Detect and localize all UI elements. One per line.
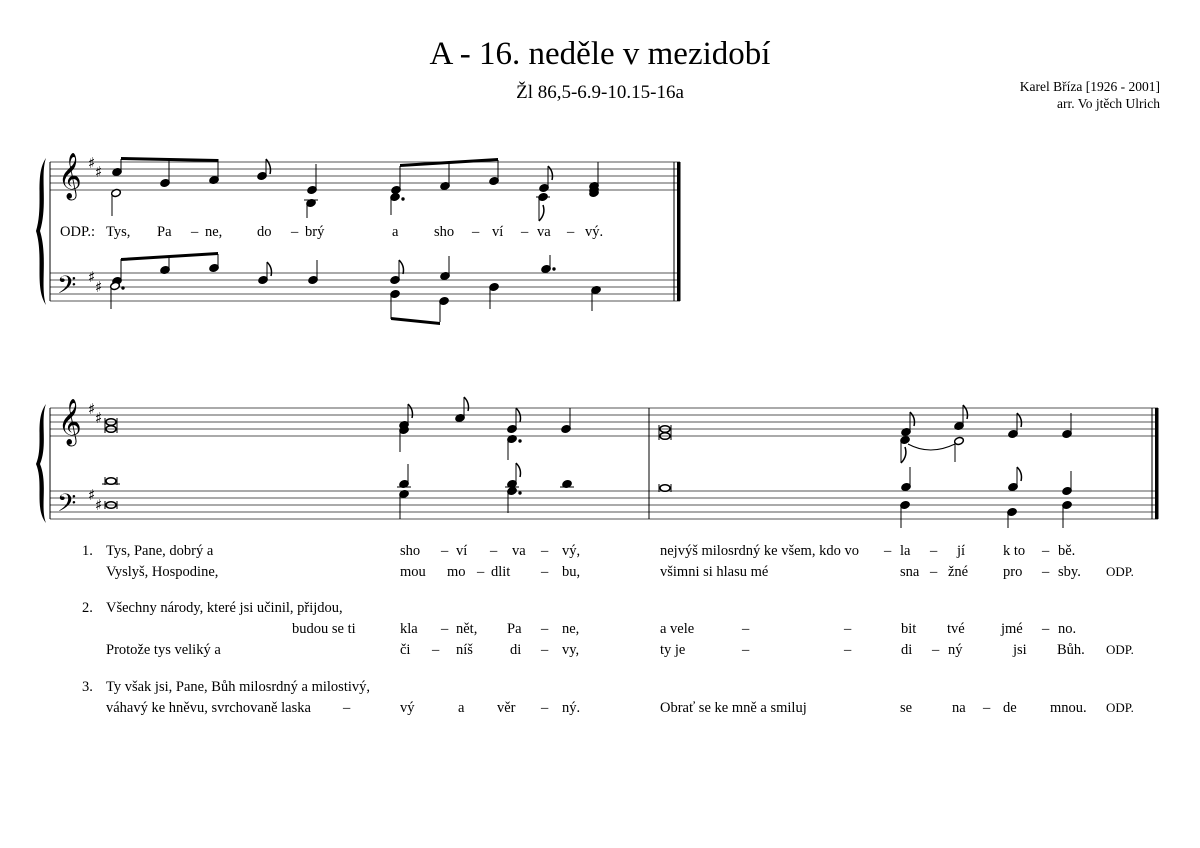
verse-text: sna	[900, 564, 920, 580]
verse-text: ty je	[660, 642, 686, 658]
lyric-syllable: vý.	[585, 224, 604, 240]
bass-breves-2	[102, 477, 671, 509]
refrain-cue: ODP.	[1106, 642, 1134, 657]
verse-text: Tys, Pane, dobrý a	[106, 543, 214, 559]
verse-text: de	[1003, 700, 1017, 716]
verse-text: la	[900, 543, 911, 559]
treble-notes-2	[399, 397, 1073, 463]
verse-text: jí	[957, 543, 966, 559]
treble-staff-2	[50, 408, 1158, 436]
bass-clef-icon: 𝄢	[57, 271, 77, 306]
verse-text: mo	[447, 564, 466, 580]
refrain-cue: ODP.	[1106, 564, 1134, 579]
verse-text: Obrať se ke mně a smiluj	[660, 700, 807, 716]
syllable-hyphen: –	[541, 700, 549, 716]
verse-number: 2.	[82, 600, 93, 616]
sharp-f-icon: ♯	[88, 154, 96, 172]
syllable-hyphen: –	[441, 543, 449, 559]
verse-text: mou	[400, 564, 426, 580]
bass-staff-2	[50, 491, 1158, 519]
verse-text: sho	[400, 543, 421, 559]
verse-text: Vyslyš, Hospodine,	[106, 564, 219, 580]
verse-text: či	[400, 642, 411, 658]
psalm-reference: Žl 86,5-6.9-10.15-16a	[516, 82, 684, 103]
verse-text: všimni si hlasu mé	[660, 564, 769, 580]
lyric-syllable: Tys,	[106, 224, 131, 240]
treble-clef-icon: 𝄞	[58, 153, 82, 199]
verse-text: níš	[456, 642, 473, 658]
final-barline-thick	[1155, 408, 1159, 519]
verse-text: kla	[400, 621, 418, 637]
syllable-hyphen: –	[490, 543, 498, 559]
syllable-hyphen: –	[191, 224, 199, 240]
syllable-hyphen: –	[477, 564, 485, 580]
verse-text: váhavý ke hněvu, svrchovaně laska	[106, 700, 311, 716]
treble-lower-voice-1	[111, 188, 600, 221]
bass-notes-2	[397, 463, 1072, 528]
syllable-hyphen: –	[930, 543, 938, 559]
lyric-syllable: ne,	[205, 224, 223, 240]
lyric-syllable: brý	[305, 224, 325, 240]
verse-text: mnou.	[1050, 700, 1087, 716]
lyric-syllable: do	[257, 224, 272, 240]
arranger-name: arr. Vo jtěch Ulrich	[1057, 96, 1160, 111]
composer-name: Karel Bříza [1926 - 2001]	[1019, 79, 1160, 94]
syllable-hyphen: –	[1042, 621, 1050, 637]
system-2	[50, 408, 1158, 519]
bass-staff-1	[50, 273, 680, 301]
verse-text: vy,	[562, 642, 580, 658]
syllable-hyphen: –	[432, 642, 440, 658]
verse-text: sby.	[1058, 564, 1081, 580]
syllable-hyphen: –	[541, 543, 549, 559]
verse-text: Pa	[507, 621, 522, 637]
verse-text: bu,	[562, 564, 581, 580]
syllable-hyphen: –	[742, 621, 750, 637]
verse-text: pro	[1003, 564, 1023, 580]
verse-text: a vele	[660, 621, 695, 637]
lyric-syllable: a	[392, 224, 399, 240]
syllable-hyphen: –	[472, 224, 480, 240]
verse-text: žné	[948, 564, 969, 580]
verse-text: bě.	[1058, 543, 1076, 559]
syllable-hyphen: –	[1042, 543, 1050, 559]
verse-text: jsi	[1013, 642, 1027, 658]
lyric-syllable: va	[537, 224, 551, 240]
syllable-hyphen: –	[541, 621, 549, 637]
verse-text: ne,	[562, 621, 580, 637]
bass-clef-icon: 𝄢	[57, 489, 77, 524]
syllable-hyphen: –	[291, 224, 299, 240]
verse-text: jmé	[1001, 621, 1023, 637]
verse-text: vý,	[562, 543, 581, 559]
sharp-f-icon: ♯	[88, 486, 96, 504]
sharp-c-icon: ♯	[95, 409, 103, 427]
verse-text: di	[901, 642, 913, 658]
syllable-hyphen: –	[930, 564, 938, 580]
syllable-hyphen: –	[742, 642, 750, 658]
syllable-hyphen: –	[844, 621, 852, 637]
verse-text: Všechny národy, které jsi učinil, přijdou,	[106, 600, 343, 616]
verse-text: Bůh.	[1057, 642, 1085, 658]
verse-text: vý	[400, 700, 415, 716]
verse-text: k to	[1003, 543, 1026, 559]
verse-number: 3.	[82, 679, 93, 695]
verse-text: no.	[1058, 621, 1077, 637]
refrain-cue: ODP.	[1106, 700, 1134, 715]
syllable-hyphen: –	[1042, 564, 1050, 580]
page-title: A - 16. neděle v mezidobí	[429, 36, 771, 72]
syllable-hyphen: –	[541, 642, 549, 658]
verse-text: bit	[901, 621, 917, 637]
lyric-syllable: sho	[434, 224, 455, 240]
bass-voices-1	[110, 252, 602, 325]
lyric-syllable: Pa	[157, 224, 172, 240]
syllable-hyphen: –	[844, 642, 852, 658]
verse-text: Ty však jsi, Pane, Bůh milosrdný a milostivý,	[106, 679, 371, 695]
verse-text: budou se ti	[292, 621, 356, 637]
syllable-hyphen: –	[884, 543, 892, 559]
sharp-c-icon: ♯	[95, 496, 103, 514]
sharp-c-icon: ♯	[95, 163, 103, 181]
treble-staff-1	[50, 162, 680, 190]
verse-text: na	[952, 700, 966, 716]
verse-text: se	[900, 700, 913, 716]
verse-number: 1.	[82, 543, 93, 559]
verse-text: a	[458, 700, 465, 716]
verse-text: dlit	[491, 564, 511, 580]
verse-text: nejvýš milosrdný ke všem, kdo vo	[660, 543, 859, 559]
sharp-c-icon: ♯	[95, 278, 103, 296]
verse-text: nět,	[456, 621, 478, 637]
verse-text: ný	[948, 642, 963, 658]
verse-text: ný.	[562, 700, 581, 716]
verse-text: ví	[456, 543, 468, 559]
syllable-hyphen: –	[521, 224, 529, 240]
syllable-hyphen: –	[541, 564, 549, 580]
final-barline-thick	[677, 162, 681, 301]
syllable-hyphen: –	[983, 700, 991, 716]
verse-text: věr	[497, 700, 516, 716]
syllable-hyphen: –	[932, 642, 940, 658]
brace-icon	[36, 404, 46, 523]
verse-text: tvé	[947, 621, 965, 637]
verse-text: va	[512, 543, 526, 559]
syllable-hyphen: –	[343, 700, 351, 716]
verse-text: Protože tys veliký a	[106, 642, 221, 658]
syllable-hyphen: –	[441, 621, 449, 637]
brace-icon	[36, 158, 46, 305]
sharp-f-icon: ♯	[88, 268, 96, 286]
refrain-label: ODP.:	[60, 224, 96, 240]
sharp-f-icon: ♯	[88, 400, 96, 418]
syllable-hyphen: –	[567, 224, 575, 240]
verse-text: di	[510, 642, 522, 658]
treble-clef-icon: 𝄞	[58, 399, 82, 445]
lyric-syllable: ví	[492, 224, 504, 240]
